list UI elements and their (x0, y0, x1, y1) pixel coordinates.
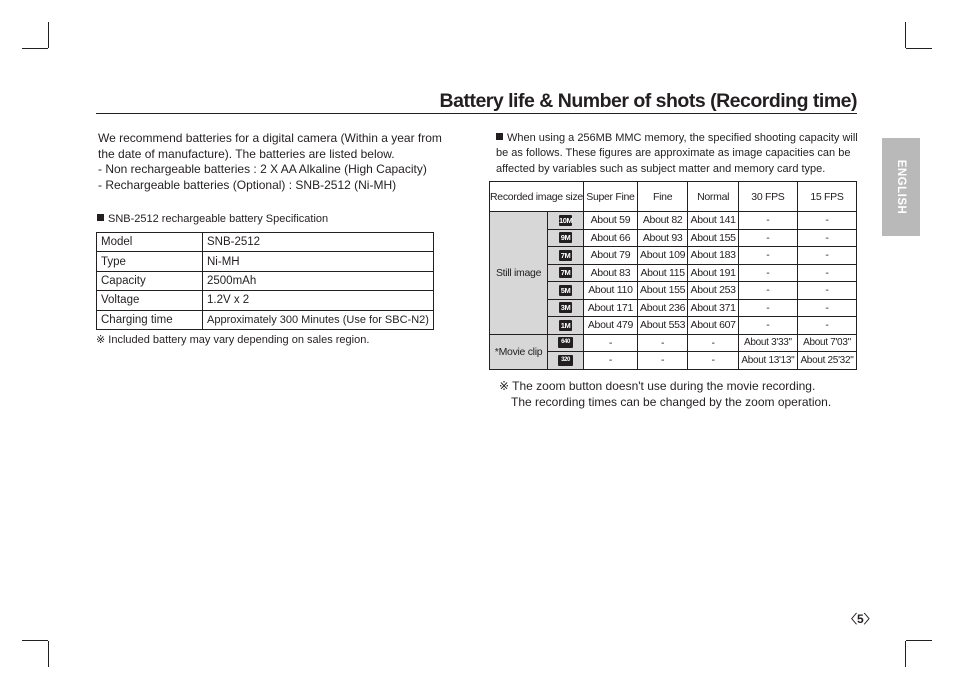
fine-cell: About 109 (637, 247, 687, 265)
size-icon-cell (548, 212, 584, 230)
fps15-cell: - (797, 299, 856, 317)
bullet-square-icon (97, 214, 104, 221)
size-icon-cell (548, 317, 584, 335)
spec-note: ※ Included battery may vary depending on sales region. (96, 334, 370, 346)
intro-line: - Rechargeable batteries (Optional) : SNB-2512 (Ni-MH) (98, 177, 397, 192)
crop-mark-bottom-left-v (48, 641, 49, 667)
size-icon-cell (548, 352, 584, 370)
crop-mark-bottom-right-v (905, 641, 906, 667)
size-icon-cell (548, 334, 584, 352)
super-fine-cell: About 79 (583, 247, 637, 265)
fps30-cell: - (738, 212, 797, 230)
fps30-cell: - (738, 264, 797, 282)
resolution-5m-icon: 5M (560, 285, 571, 295)
zoom-note-line: ※ The zoom button doesn't use during the movie recording. (499, 379, 816, 393)
zoom-note (499, 379, 831, 410)
header-image-size: Recorded image size (490, 182, 584, 212)
fps30-cell: About 13'13" (738, 352, 797, 370)
group-movie-clip: *Movie clip (490, 334, 548, 369)
crop-mark-bottom-left-h (22, 640, 48, 641)
fps30-cell: - (738, 282, 797, 300)
fps30-cell: - (738, 229, 797, 247)
shots-intro (496, 131, 858, 177)
spec-value: Ni-MH (203, 252, 434, 271)
normal-cell: - (688, 352, 738, 370)
size-icon-cell (548, 282, 584, 300)
table-row (97, 271, 434, 290)
fine-cell: About 82 (637, 212, 687, 230)
table-row (97, 252, 434, 271)
table-row (97, 233, 434, 252)
super-fine-cell: - (583, 352, 637, 370)
page-number: 〈5〉 (845, 612, 876, 626)
normal-cell: About 371 (688, 299, 738, 317)
crop-mark-top-left-h (22, 48, 48, 49)
super-fine-cell: About 83 (583, 264, 637, 282)
intro-line: - Non rechargeable batteries : 2 X AA Alkaline (High Capacity) (98, 162, 427, 177)
normal-cell: About 183 (688, 247, 738, 265)
size-icon-cell (548, 299, 584, 317)
table-row (490, 334, 857, 352)
spec-value: SNB-2512 (203, 233, 434, 252)
spec-value: Approximately 300 Minutes (Use for SBC-N2) (203, 310, 434, 329)
crop-mark-bottom-right-h (906, 640, 932, 641)
super-fine-cell: About 171 (583, 299, 637, 317)
movie-640-icon: 640 (558, 337, 573, 348)
table-row (490, 212, 857, 230)
header-super-fine: Super Fine (583, 182, 637, 212)
fps15-cell: - (797, 317, 856, 335)
normal-cell: About 253 (688, 282, 738, 300)
resolution-10m-icon: 10M (559, 215, 573, 225)
fps30-cell: - (738, 317, 797, 335)
resolution-9m-icon: 9M (560, 233, 571, 243)
spec-value: 2500mAh (203, 271, 434, 290)
bullet-square-icon (496, 133, 503, 140)
fps15-cell: - (797, 229, 856, 247)
header-30fps: 30 FPS (738, 182, 797, 212)
fps30-cell: About 3'33" (738, 334, 797, 352)
page-number-value: 5 (857, 612, 864, 626)
page-title: Battery life & Number of shots (Recording time) (439, 90, 857, 112)
normal-cell: - (688, 334, 738, 352)
normal-cell: About 607 (688, 317, 738, 335)
fps15-cell: - (797, 264, 856, 282)
crop-mark-top-right-h (906, 48, 932, 49)
battery-spec-table (96, 232, 434, 330)
header-fine: Fine (637, 182, 687, 212)
size-icon-cell (548, 264, 584, 282)
shots-table (489, 181, 857, 370)
super-fine-cell: - (583, 334, 637, 352)
spec-value: 1.2V x 2 (203, 291, 434, 310)
super-fine-cell: About 479 (583, 317, 637, 335)
size-icon-cell (548, 229, 584, 247)
fine-cell: About 115 (637, 264, 687, 282)
zoom-note-line: The recording times can be changed by the zoom operation. (511, 394, 832, 409)
movie-320-icon: 320 (558, 355, 573, 366)
fine-cell: About 93 (637, 229, 687, 247)
resolution-3m-icon: 3M (560, 303, 571, 313)
fps15-cell: - (797, 212, 856, 230)
size-icon-cell (548, 247, 584, 265)
table-row (97, 310, 434, 329)
title-rule (96, 113, 857, 114)
language-tab (882, 138, 920, 236)
table-header-row (490, 182, 857, 212)
fps30-cell: - (738, 247, 797, 265)
spec-caption-text: SNB-2512 rechargeable battery Specification (108, 213, 329, 225)
normal-cell: About 155 (688, 229, 738, 247)
spec-caption (97, 213, 328, 225)
spec-key: Model (97, 233, 203, 252)
resolution-7m-wide-icon: 7M (560, 250, 571, 260)
fps15-cell: - (797, 282, 856, 300)
shots-intro-text: When using a 256MB MMC memory, the specified shooting capacity will be as follows. These figures are approximate as image capacities can be affected by variables such as subject matter and memory card type. (496, 132, 858, 175)
spec-key: Charging time (97, 310, 203, 329)
spec-key: Capacity (97, 271, 203, 290)
super-fine-cell: About 110 (583, 282, 637, 300)
table-row (97, 291, 434, 310)
fps15-cell: About 25'32" (797, 352, 856, 370)
normal-cell: About 191 (688, 264, 738, 282)
fps15-cell: About 7'03" (797, 334, 856, 352)
crop-mark-top-left-v (48, 22, 49, 48)
super-fine-cell: About 66 (583, 229, 637, 247)
fine-cell: - (637, 352, 687, 370)
battery-intro (98, 131, 458, 193)
header-15fps: 15 FPS (797, 182, 856, 212)
fine-cell: - (637, 334, 687, 352)
intro-line: We recommend batteries for a digital camera (Within a year from the date of manufacture). The batteries are listed below. (98, 131, 442, 161)
fine-cell: About 155 (637, 282, 687, 300)
fine-cell: About 236 (637, 299, 687, 317)
resolution-1m-icon: 1M (560, 320, 571, 330)
language-tab-label: ENGLISH (895, 159, 907, 215)
fps15-cell: - (797, 247, 856, 265)
spec-key: Type (97, 252, 203, 271)
spec-key: Voltage (97, 291, 203, 310)
resolution-7m-icon: 7M (560, 268, 571, 278)
normal-cell: About 141 (688, 212, 738, 230)
super-fine-cell: About 59 (583, 212, 637, 230)
fine-cell: About 553 (637, 317, 687, 335)
header-normal: Normal (688, 182, 738, 212)
fps30-cell: - (738, 299, 797, 317)
crop-mark-top-right-v (905, 22, 906, 48)
group-still-image: Still image (490, 212, 548, 335)
